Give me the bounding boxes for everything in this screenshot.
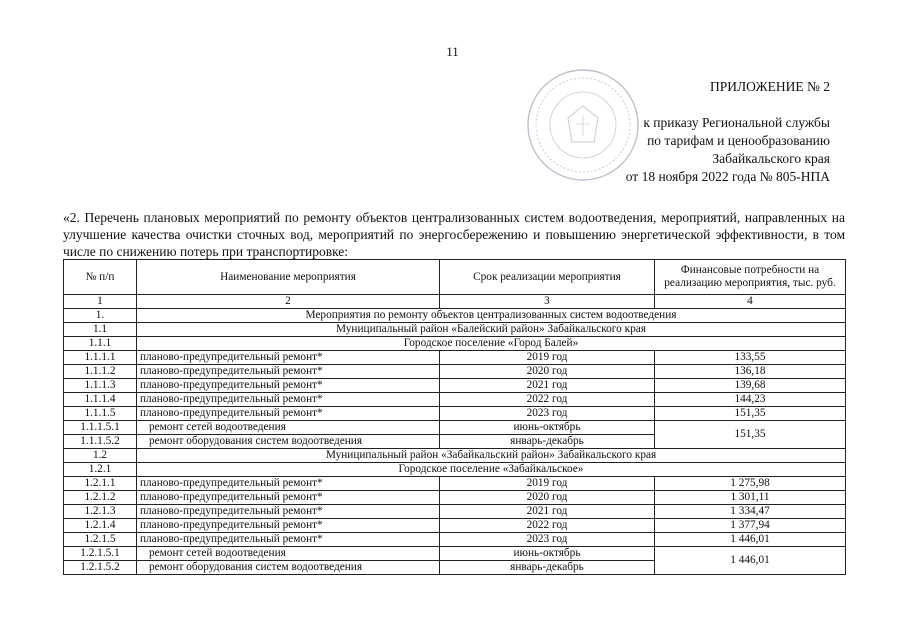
district-title: Муниципальный район «Забайкальский район» Забайкальского края — [137, 449, 846, 463]
table-header-row — [64, 260, 846, 295]
row-number: 1.2.1.5 — [64, 533, 137, 547]
row-number: 1.1.1.3 — [64, 379, 137, 393]
row-number: 1. — [64, 309, 137, 323]
measures-table — [63, 259, 846, 575]
measure-period: 2019 год — [440, 351, 655, 365]
row-number: 1.1.1.5.2 — [64, 435, 137, 449]
measure-period: январь-декабрь — [440, 561, 655, 575]
row-number: 1.1.1.1 — [64, 351, 137, 365]
row-number: 1.2.1.5.1 — [64, 547, 137, 561]
measure-period: июнь-октябрь — [440, 421, 655, 435]
appendix-title: ПРИЛОЖЕНИЕ № 2 — [709, 79, 830, 94]
measure-cost: 1 275,98 — [655, 477, 846, 491]
measure-name: планово-предупредительный ремонт* — [137, 407, 440, 421]
measure-name: планово-предупредительный ремонт* — [137, 491, 440, 505]
measure-cost: 1 334,47 — [655, 505, 846, 519]
measure-period: июнь-октябрь — [440, 547, 655, 561]
table-row — [64, 393, 846, 407]
district-row — [64, 323, 846, 337]
appendix-line-4: от 18 ноября 2022 года № 805-НПА — [625, 169, 830, 184]
table-row — [64, 421, 846, 435]
row-number: 1.2.1 — [64, 463, 137, 477]
measure-name: планово-предупредительный ремонт* — [137, 365, 440, 379]
header-number: № п/п — [64, 260, 137, 295]
measure-name: планово-предупредительный ремонт* — [137, 379, 440, 393]
row-number: 1.1.1 — [64, 337, 137, 351]
table-row — [64, 365, 846, 379]
table-row — [64, 491, 846, 505]
column-number: 1 — [64, 295, 137, 309]
measure-period: 2020 год — [440, 365, 655, 379]
table-row — [64, 351, 846, 365]
measure-period: 2023 год — [440, 407, 655, 421]
table-row — [64, 379, 846, 393]
appendix-line-3: Забайкальского края — [712, 151, 830, 166]
measure-period: январь-декабрь — [440, 435, 655, 449]
measure-cost: 1 446,01 — [655, 547, 846, 575]
table-row — [64, 547, 846, 561]
table-row — [64, 407, 846, 421]
appendix-line-1: к приказу Региональной службы — [643, 115, 830, 130]
measure-period: 2020 год — [440, 491, 655, 505]
row-number: 1.2.1.3 — [64, 505, 137, 519]
measure-cost: 151,35 — [655, 421, 846, 449]
measure-period: 2022 год — [440, 519, 655, 533]
measure-period: 2021 год — [440, 379, 655, 393]
measure-name: планово-предупредительный ремонт* — [137, 393, 440, 407]
measure-cost: 144,23 — [655, 393, 846, 407]
measure-name: планово-предупредительный ремонт* — [137, 477, 440, 491]
header-name: Наименование мероприятия — [137, 260, 440, 295]
measure-name: ремонт оборудования систем водоотведения — [137, 561, 440, 575]
row-number: 1.1.1.4 — [64, 393, 137, 407]
section-title: Мероприятия по ремонту объектов централизованных систем водоотведения — [137, 309, 846, 323]
measure-period: 2023 год — [440, 533, 655, 547]
row-number: 1.1.1.5.1 — [64, 421, 137, 435]
measure-period: 2019 год — [440, 477, 655, 491]
measure-cost: 133,55 — [655, 351, 846, 365]
intro-paragraph: «2. Перечень плановых мероприятий по ремонту объектов централизованных систем водоотведения, мероприятий, направленных на улучшение качества очистки сточных вод, мероприятий по энергосбережению и повышению энергетической эффективности, в том числе по снижению потерь при транспортировке: — [63, 210, 845, 259]
measure-name: ремонт сетей водоотведения — [137, 421, 440, 435]
district-row — [64, 449, 846, 463]
column-number: 2 — [137, 295, 440, 309]
row-number: 1.1 — [64, 323, 137, 337]
table-row — [64, 477, 846, 491]
row-number: 1.2.1.2 — [64, 491, 137, 505]
measure-cost: 136,18 — [655, 365, 846, 379]
page-number: 11 — [446, 44, 459, 59]
column-number: 3 — [440, 295, 655, 309]
measure-cost: 1 446,01 — [655, 533, 846, 547]
measure-name: планово-предупредительный ремонт* — [137, 351, 440, 365]
settlement-title: Городское поселение «Забайкальское» — [137, 463, 846, 477]
measure-cost: 139,68 — [655, 379, 846, 393]
measure-name: ремонт сетей водоотведения — [137, 547, 440, 561]
measure-cost: 1 301,11 — [655, 491, 846, 505]
measure-cost: 151,35 — [655, 407, 846, 421]
row-number: 1.2.1.5.2 — [64, 561, 137, 575]
measure-period: 2021 год — [440, 505, 655, 519]
header-cost: Финансовые потребности на реализацию мероприятия, тыс. руб. — [655, 260, 846, 295]
measure-name: планово-предупредительный ремонт* — [137, 533, 440, 547]
appendix-line-2: по тарифам и ценообразованию — [647, 133, 830, 148]
measure-name: планово-предупредительный ремонт* — [137, 505, 440, 519]
section-row — [64, 309, 846, 323]
column-number: 4 — [655, 295, 846, 309]
settlement-row — [64, 337, 846, 351]
column-number-row — [64, 295, 846, 309]
settlement-title: Городское поселение «Город Балей» — [137, 337, 846, 351]
header-period: Срок реализации мероприятия — [440, 260, 655, 295]
row-number: 1.2.1.4 — [64, 519, 137, 533]
row-number: 1.1.1.5 — [64, 407, 137, 421]
measure-name: ремонт оборудования систем водоотведения — [137, 435, 440, 449]
table-row — [64, 505, 846, 519]
table-row — [64, 519, 846, 533]
row-number: 1.2 — [64, 449, 137, 463]
measure-cost: 1 377,94 — [655, 519, 846, 533]
measure-name: планово-предупредительный ремонт* — [137, 519, 440, 533]
district-title: Муниципальный район «Балейский район» Забайкальского края — [137, 323, 846, 337]
row-number: 1.2.1.1 — [64, 477, 137, 491]
table-row — [64, 533, 846, 547]
measure-period: 2022 год — [440, 393, 655, 407]
settlement-row — [64, 463, 846, 477]
row-number: 1.1.1.2 — [64, 365, 137, 379]
